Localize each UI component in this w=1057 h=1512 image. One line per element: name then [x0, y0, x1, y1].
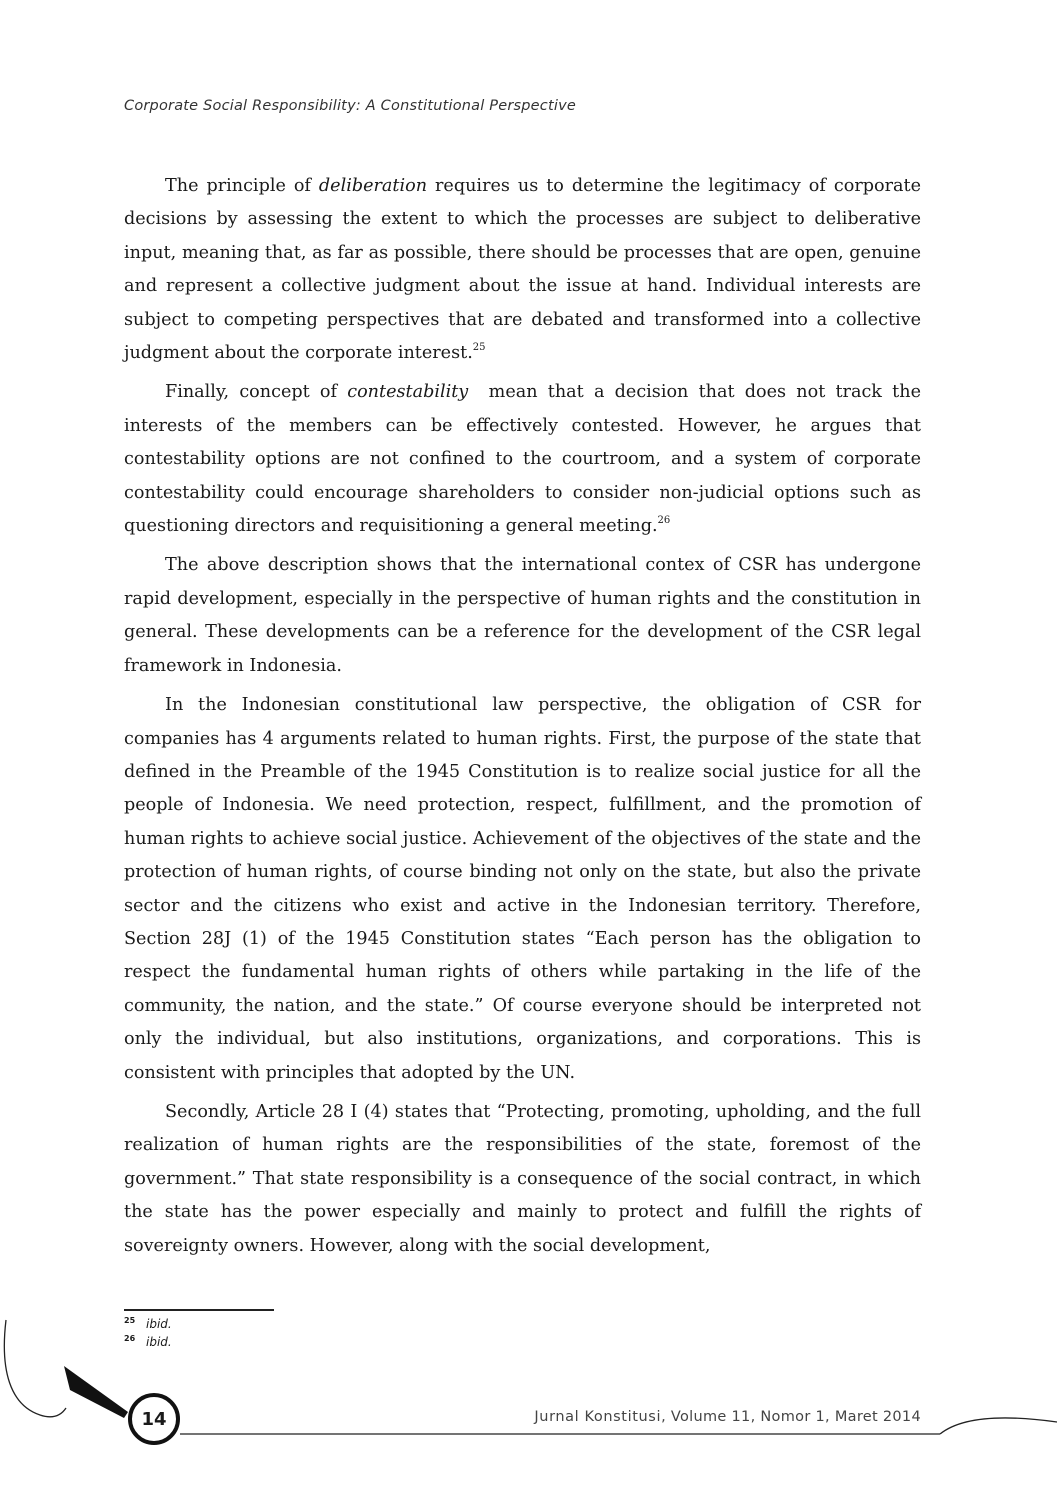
- footnote-ref[interactable]: 25: [472, 342, 486, 354]
- page-number-badge: [128, 1393, 180, 1445]
- journal-issue: , Volume 11, Nomor 1, Maret 2014: [661, 1409, 921, 1425]
- paragraph-text: In the Indonesian constitutional law perspective, the obligation of CSR for companies has 4 arguments related to human rights. First, the purpose of the state that defined in the Preamble of the 1945 Constitution is to realize social justice for all the people of Indonesia. We need protection, respect, fulfillment, and the promotion of human rights to achieve social justice. Achievement of the objectives of the state and the protection of human rights, of course binding not only on the state, but also the private sector and the citizens who exist and active in the Indonesian territory. Therefore, Section 28J (1) of the 1945 Constitution states “Each person has the obligation to respect the fundamental human rights of others while partaking in the life of the community, the nation, and the state.” Of course everyone should be interpreted not only the individual, but also institutions, organizations, and corporations. This is consistent with principles that adopted by the UN.: [124, 695, 921, 1083]
- running-header: Corporate Social Responsibility: A Constitutional Perspective: [124, 98, 576, 114]
- footnote-text: ibid.: [146, 1317, 172, 1331]
- journal-name: Jurnal Konstitusi: [534, 1409, 662, 1425]
- paragraph-text: requires us to determine the legitimacy of corporate decisions by assessing the extent to which the processes are subject to deliberative input, meaning that, as far as possible, there should be processes that are open, genuine and represent a collective judgment about the issue at hand. Individual interests are subject to competing perspectives that are debated and transformed into a collective judgment about the corporate interest.: [124, 176, 921, 364]
- paragraph-text: Finally, concept of: [165, 382, 348, 403]
- paragraph-text: The principle of: [165, 176, 319, 196]
- paragraph-text: Secondly, Article 28 I (4) states that “Protecting, promoting, upholding, and the full realization of human rights are the responsibilities of the state, foremost of the government.” That state responsibility is a consequence of the social contract, in which the state has the power especially and mainly to protect and fulfill the rights of sovereignty owners. However, along with the social development,: [124, 1101, 921, 1256]
- paragraph-article-28: [124, 1096, 921, 1263]
- paragraph-text: mean that a decision that does not track the interests of the members can be effectively contested. However, he argues that contestability options are not confined to the courtroom, and a system of corporate contestability could encourage shareholders to consider non-judicial options such as questioning directors and requisitioning a general meeting.: [124, 382, 927, 537]
- footnote-text: ibid.: [146, 1335, 172, 1349]
- footnote-number: 26: [124, 1334, 136, 1343]
- journal-citation: [534, 1409, 921, 1425]
- footnote-number: 25: [124, 1316, 136, 1325]
- emphasis-term: contestability: [347, 382, 469, 403]
- footnote-ref[interactable]: 26: [657, 515, 671, 527]
- paragraph-text: The above description shows that the international contex of CSR has undergone rapid development, especially in the perspective of human rights and the constitution in general. These developments can be a reference for the development of the CSR legal framework in Indonesia.: [124, 555, 921, 676]
- paragraph-contestability: [124, 376, 927, 543]
- paragraph-deliberation: [124, 170, 921, 370]
- page-number: 14: [141, 1408, 167, 1430]
- paragraph-indonesian-law: [124, 689, 921, 1090]
- body-text: [124, 170, 927, 1269]
- emphasis-term: deliberation: [318, 176, 428, 196]
- paragraph-description: [124, 549, 921, 683]
